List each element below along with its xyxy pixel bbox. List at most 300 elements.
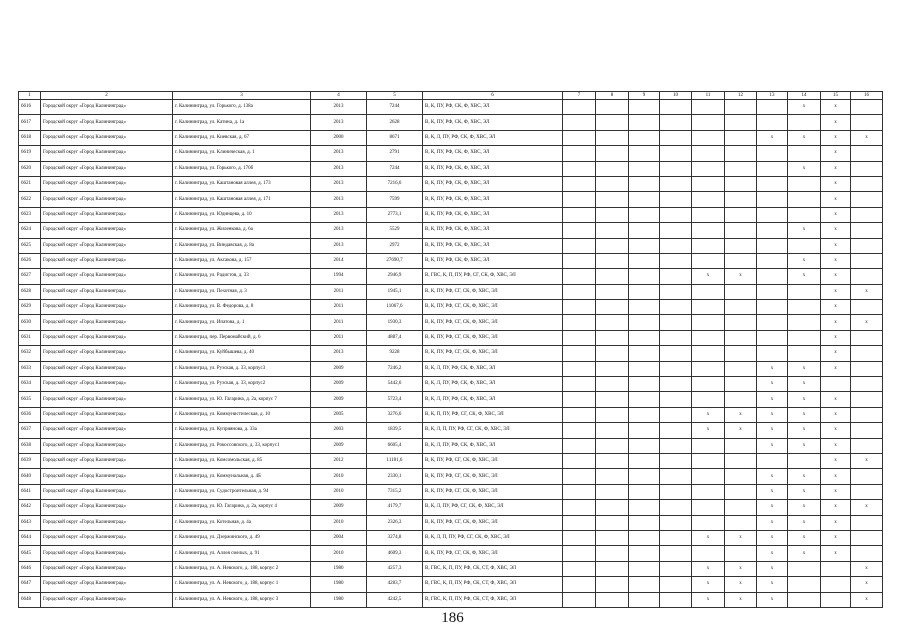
mark-cell-col-12: [725, 253, 757, 268]
column-number-cell: 6: [423, 92, 563, 100]
address-cell: г. Калининград, ул. Виндавская, д. 8а: [173, 238, 311, 253]
district-cell: Городской округ «Город Калининград»: [41, 207, 173, 222]
mark-cell-col-13: x: [757, 392, 788, 407]
mark-cell-col-11: [692, 330, 725, 345]
mark-cell-col-16: [851, 515, 883, 530]
mark-cell-col-13: x: [757, 438, 788, 453]
year-cell: 2012: [311, 453, 367, 468]
mark-cell-col-15: x: [821, 223, 851, 238]
address-cell: г. Калининград, ул. Ю. Гагарина, д. 2а, корпус 4: [173, 500, 311, 515]
mark-cell-col-10: [660, 561, 692, 576]
table-row: [19, 484, 883, 499]
mark-cell-col-16: [851, 484, 883, 499]
row-number-cell: 6640: [19, 469, 41, 484]
mark-cell-col-7: [563, 115, 596, 130]
mark-cell-col-10: [660, 269, 692, 284]
mark-cell-col-7: [563, 330, 596, 345]
mark-cell-col-10: [660, 515, 692, 530]
mark-cell-col-10: [660, 161, 692, 176]
mark-cell-col-16: [851, 346, 883, 361]
address-cell: г. Калининград, ул. Дзержинского, д. 49: [173, 530, 311, 545]
mark-cell-col-15: [821, 592, 851, 607]
mark-cell-col-14: x: [788, 361, 821, 376]
address-cell: г. Калининград, ул. Рокоссовского, д. 33, корпус1: [173, 438, 311, 453]
mark-cell-col-12: [725, 546, 757, 561]
column-number-cell: 7: [563, 92, 596, 100]
mark-cell-col-10: [660, 500, 692, 515]
column-number-cell: 4: [311, 92, 367, 100]
mark-cell-col-16: [851, 176, 883, 191]
address-cell: г. Калининград, ул. Рузская, д. 33, корпус3: [173, 361, 311, 376]
services-cell: В, К, Л, ПУ, РФ, СК, Ф, ХВС, ЭЛ: [423, 361, 563, 376]
area-cell: 2326,3: [367, 515, 423, 530]
mark-cell-col-12: [725, 100, 757, 115]
mark-cell-col-12: [725, 238, 757, 253]
mark-cell-col-8: [596, 392, 629, 407]
mark-cell-col-12: [725, 392, 757, 407]
table-row: [19, 592, 883, 607]
mark-cell-col-7: [563, 377, 596, 392]
mark-cell-col-11: [692, 223, 725, 238]
mark-cell-col-16: [851, 469, 883, 484]
mark-cell-col-15: x: [821, 207, 851, 222]
district-cell: Городской округ «Город Калининград»: [41, 161, 173, 176]
column-number-cell: 16: [851, 92, 883, 100]
district-cell: Городской округ «Город Калининград»: [41, 192, 173, 207]
mark-cell-col-14: x: [788, 515, 821, 530]
mark-cell-col-12: [725, 515, 757, 530]
mark-cell-col-13: x: [757, 500, 788, 515]
services-cell: В, К, ПУ, РФ, СГ, СК, Ф, ХВС, ЭЛ: [423, 484, 563, 499]
mark-cell-col-10: [660, 484, 692, 499]
district-cell: Городской округ «Город Калининград»: [41, 300, 173, 315]
area-cell: 6605,4: [367, 438, 423, 453]
mark-cell-col-9: [629, 223, 660, 238]
mark-cell-col-13: [757, 284, 788, 299]
mark-cell-col-15: x: [821, 530, 851, 545]
area-cell: 4887,4: [367, 330, 423, 345]
mark-cell-col-10: [660, 223, 692, 238]
mark-cell-col-16: [851, 330, 883, 345]
mark-cell-col-16: [851, 253, 883, 268]
row-number-cell: 6620: [19, 161, 41, 176]
address-cell: г. Калининград, ул. Ю. Гагарина, д. 2а, корпус 7: [173, 392, 311, 407]
mark-cell-col-14: x: [788, 530, 821, 545]
mark-cell-col-14: [788, 238, 821, 253]
mark-cell-col-10: [660, 146, 692, 161]
services-cell: В, К, ПУ, РФ, СГ, СК, Ф, ХВС, ЭЛ: [423, 300, 563, 315]
mark-cell-col-10: [660, 238, 692, 253]
mark-cell-col-13: [757, 253, 788, 268]
mark-cell-col-9: [629, 530, 660, 545]
mark-cell-col-7: [563, 361, 596, 376]
mark-cell-col-12: [725, 500, 757, 515]
mark-cell-col-13: [757, 269, 788, 284]
mark-cell-col-16: [851, 100, 883, 115]
mark-cell-col-13: [757, 115, 788, 130]
row-number-cell: 6632: [19, 346, 41, 361]
table-row: [19, 392, 883, 407]
mark-cell-col-13: [757, 176, 788, 191]
mark-cell-col-9: [629, 176, 660, 191]
mark-cell-col-13: [757, 315, 788, 330]
mark-cell-col-7: [563, 161, 596, 176]
mark-cell-col-7: [563, 300, 596, 315]
mark-cell-col-8: [596, 500, 629, 515]
mark-cell-col-7: [563, 315, 596, 330]
district-cell: Городской округ «Город Калининград»: [41, 453, 173, 468]
mark-cell-col-13: [757, 453, 788, 468]
table-row: [19, 115, 883, 130]
area-cell: 7246,2: [367, 361, 423, 376]
services-cell: В, К, ПУ, РФ, СК, Ф, ХВС, ЭЛ: [423, 146, 563, 161]
mark-cell-col-10: [660, 192, 692, 207]
mark-cell-col-16: [851, 115, 883, 130]
mark-cell-col-9: [629, 192, 660, 207]
mark-cell-col-15: [821, 577, 851, 592]
mark-cell-col-11: [692, 130, 725, 145]
mark-cell-col-12: [725, 377, 757, 392]
services-cell: В, К, Л, ПУ, РФ, СК, Ф, ХВС, ЭЛ: [423, 438, 563, 453]
column-number-cell: 11: [692, 92, 725, 100]
year-cell: 2013: [311, 238, 367, 253]
mark-cell-col-11: [692, 253, 725, 268]
mark-cell-col-10: [660, 377, 692, 392]
mark-cell-col-15: x: [821, 284, 851, 299]
mark-cell-col-8: [596, 361, 629, 376]
mark-cell-col-15: x: [821, 346, 851, 361]
mark-cell-col-8: [596, 146, 629, 161]
mark-cell-col-7: [563, 176, 596, 191]
services-cell: В, К, Л, ПУ, РФ, СГ, СК, Ф, ХВС, ЭЛ: [423, 500, 563, 515]
services-cell: В, К, ПУ, РФ, СГ, СК, Ф, ХВС, ЭЛ: [423, 515, 563, 530]
mark-cell-col-9: [629, 515, 660, 530]
column-number-cell: 13: [757, 92, 788, 100]
year-cell: 2013: [311, 100, 367, 115]
mark-cell-col-11: [692, 284, 725, 299]
district-cell: Городской округ «Город Калининград»: [41, 484, 173, 499]
row-number-cell: 6616: [19, 100, 41, 115]
mark-cell-col-16: [851, 223, 883, 238]
mark-cell-col-16: [851, 207, 883, 222]
address-cell: г. Калининград, ул. Радистов, д. 33: [173, 269, 311, 284]
mark-cell-col-15: x: [821, 515, 851, 530]
year-cell: 1994: [311, 269, 367, 284]
district-cell: Городской округ «Город Калининград»: [41, 238, 173, 253]
services-cell: В, К, Л, П, ПУ, РФ, СГ, СК, Ф, ХВС, ЭЛ: [423, 423, 563, 438]
mark-cell-col-11: x: [692, 577, 725, 592]
mark-cell-col-12: [725, 484, 757, 499]
row-number-cell: 6638: [19, 438, 41, 453]
year-cell: 2011: [311, 330, 367, 345]
year-cell: 2013: [311, 192, 367, 207]
year-cell: 2013: [311, 346, 367, 361]
area-cell: 8671: [367, 130, 423, 145]
address-cell: г. Калининград, ул. Ипатова, д. 1: [173, 315, 311, 330]
table-row: [19, 238, 883, 253]
year-cell: 2011: [311, 300, 367, 315]
row-number-cell: 6642: [19, 500, 41, 515]
district-cell: Городской округ «Город Калининград»: [41, 223, 173, 238]
mark-cell-col-12: [725, 176, 757, 191]
mark-cell-col-9: [629, 407, 660, 422]
mark-cell-col-13: [757, 223, 788, 238]
mark-cell-col-7: [563, 438, 596, 453]
mark-cell-col-8: [596, 377, 629, 392]
mark-cell-col-8: [596, 192, 629, 207]
table-row: [19, 207, 883, 222]
mark-cell-col-7: [563, 469, 596, 484]
mark-cell-col-14: x: [788, 161, 821, 176]
mark-cell-col-10: [660, 453, 692, 468]
mark-cell-col-8: [596, 223, 629, 238]
mark-cell-col-11: [692, 238, 725, 253]
address-cell: г. Калининград, ул. Куйбышева, д. 40: [173, 346, 311, 361]
area-cell: 1930,3: [367, 315, 423, 330]
mark-cell-col-8: [596, 346, 629, 361]
services-cell: В, К, ПУ, РФ, СГ, СК, Ф, ХВС, ЭЛ: [423, 346, 563, 361]
row-number-cell: 6634: [19, 377, 41, 392]
mark-cell-col-10: [660, 300, 692, 315]
services-cell: В, ГВС, К, П, ПУ, РФ, СГ, СК, Ф, ХВС, ЭЛ: [423, 269, 563, 284]
table-row: [19, 300, 883, 315]
mark-cell-col-14: x: [788, 484, 821, 499]
mark-cell-col-8: [596, 238, 629, 253]
mark-cell-col-7: [563, 561, 596, 576]
address-cell: г. Калининград, ул. Жиленкова, д. 6а: [173, 223, 311, 238]
mark-cell-col-10: [660, 176, 692, 191]
mark-cell-col-11: [692, 300, 725, 315]
area-cell: 7599: [367, 192, 423, 207]
services-cell: В, К, ПУ, РФ, СГ, СК, Ф, ХВС, ЭЛ: [423, 330, 563, 345]
mark-cell-col-15: x: [821, 176, 851, 191]
mark-cell-col-7: [563, 592, 596, 607]
mark-cell-col-12: [725, 315, 757, 330]
mark-cell-col-7: [563, 515, 596, 530]
mark-cell-col-9: [629, 361, 660, 376]
table-row: [19, 161, 883, 176]
column-number-cell: 14: [788, 92, 821, 100]
mark-cell-col-12: [725, 453, 757, 468]
mark-cell-col-10: [660, 530, 692, 545]
year-cell: 2009: [311, 438, 367, 453]
services-cell: В, К, Л, ПУ, РФ, СК, Ф, ХВС, ЭЛ: [423, 130, 563, 145]
mark-cell-col-13: [757, 238, 788, 253]
mark-cell-col-14: [788, 453, 821, 468]
mark-cell-col-16: [851, 361, 883, 376]
row-number-cell: 6644: [19, 530, 41, 545]
mark-cell-col-8: [596, 592, 629, 607]
table-row: [19, 377, 883, 392]
mark-cell-col-11: [692, 469, 725, 484]
district-cell: Городской округ «Город Калининград»: [41, 469, 173, 484]
mark-cell-col-8: [596, 100, 629, 115]
table-row: [19, 176, 883, 191]
mark-cell-col-10: [660, 130, 692, 145]
mark-cell-col-13: x: [757, 377, 788, 392]
mark-cell-col-13: x: [757, 407, 788, 422]
mark-cell-col-14: x: [788, 469, 821, 484]
mark-cell-col-10: [660, 330, 692, 345]
table-row: [19, 346, 883, 361]
mark-cell-col-15: x: [821, 238, 851, 253]
mark-cell-col-15: x: [821, 453, 851, 468]
year-cell: 2005: [311, 407, 367, 422]
mark-cell-col-13: [757, 300, 788, 315]
services-cell: В, К, ПУ, РФ, СГ, СК, Ф, ХВС, ЭЛ: [423, 315, 563, 330]
mark-cell-col-16: [851, 146, 883, 161]
area-cell: 7244: [367, 161, 423, 176]
mark-cell-col-7: [563, 453, 596, 468]
mark-cell-col-14: [788, 284, 821, 299]
services-cell: В, ГВС, К, П, ПУ, РФ, СК, СТ, Ф, ХВС, ЭЛ: [423, 592, 563, 607]
table-row: [19, 315, 883, 330]
area-cell: 5442,6: [367, 377, 423, 392]
row-number-cell: 6622: [19, 192, 41, 207]
mark-cell-col-13: [757, 192, 788, 207]
mark-cell-col-9: [629, 423, 660, 438]
mark-cell-col-15: x: [821, 100, 851, 115]
mark-cell-col-8: [596, 484, 629, 499]
address-cell: г. Калининград, ул. Аллея смелых, д. 91: [173, 546, 311, 561]
page-number: 186: [441, 610, 464, 626]
mark-cell-col-15: x: [821, 161, 851, 176]
mark-cell-col-7: [563, 130, 596, 145]
mark-cell-col-11: [692, 453, 725, 468]
mark-cell-col-11: [692, 515, 725, 530]
address-cell: г. Калининград, ул. Котельная, д. 4а: [173, 515, 311, 530]
year-cell: 1980: [311, 561, 367, 576]
mark-cell-col-14: [788, 300, 821, 315]
mark-cell-col-13: x: [757, 361, 788, 376]
mark-cell-col-15: x: [821, 423, 851, 438]
row-number-cell: 6637: [19, 423, 41, 438]
mark-cell-col-10: [660, 392, 692, 407]
mark-cell-col-14: x: [788, 500, 821, 515]
mark-cell-col-8: [596, 453, 629, 468]
mark-cell-col-14: [788, 146, 821, 161]
mark-cell-col-8: [596, 561, 629, 576]
mark-cell-col-16: [851, 300, 883, 315]
table-row: [19, 438, 883, 453]
mark-cell-col-12: [725, 284, 757, 299]
address-cell: г. Калининград, ул. В. Федорова, д. 8: [173, 300, 311, 315]
column-number-cell: 12: [725, 92, 757, 100]
table-row: [19, 469, 883, 484]
mark-cell-col-11: x: [692, 530, 725, 545]
area-cell: 4242,5: [367, 592, 423, 607]
mark-cell-col-9: [629, 546, 660, 561]
district-cell: Городской округ «Город Калининград»: [41, 176, 173, 191]
mark-cell-col-7: [563, 253, 596, 268]
mark-cell-col-15: x: [821, 253, 851, 268]
mark-cell-col-14: x: [788, 546, 821, 561]
mark-cell-col-10: [660, 438, 692, 453]
mark-cell-col-9: [629, 330, 660, 345]
mark-cell-col-16: x: [851, 284, 883, 299]
services-cell: В, К, П, ПУ, РФ, СГ, СК, Ф, ХВС, ЭЛ: [423, 407, 563, 422]
mark-cell-col-9: [629, 438, 660, 453]
mark-cell-col-14: [788, 346, 821, 361]
mark-cell-col-16: x: [851, 592, 883, 607]
area-cell: 4257,3: [367, 561, 423, 576]
area-cell: 9228: [367, 346, 423, 361]
address-cell: г. Калининград, ул. Комсомольская, д. 85: [173, 453, 311, 468]
mark-cell-col-7: [563, 546, 596, 561]
mark-cell-col-7: [563, 530, 596, 545]
mark-cell-col-9: [629, 269, 660, 284]
district-cell: Городской округ «Город Калининград»: [41, 100, 173, 115]
table-row: [19, 361, 883, 376]
mark-cell-col-11: x: [692, 269, 725, 284]
mark-cell-col-14: x: [788, 438, 821, 453]
mark-cell-col-15: x: [821, 500, 851, 515]
mark-cell-col-16: [851, 546, 883, 561]
row-number-cell: 6628: [19, 284, 41, 299]
mark-cell-col-10: [660, 100, 692, 115]
mark-cell-col-7: [563, 238, 596, 253]
mark-cell-col-10: [660, 546, 692, 561]
mark-cell-col-12: x: [725, 592, 757, 607]
mark-cell-col-9: [629, 146, 660, 161]
mark-cell-col-9: [629, 484, 660, 499]
mark-cell-col-7: [563, 192, 596, 207]
register-sheet: [18, 91, 869, 608]
table-row: [19, 330, 883, 345]
mark-cell-col-10: [660, 592, 692, 607]
address-cell: г. Калининград, ул. Горького, д. 138а: [173, 100, 311, 115]
mark-cell-col-7: [563, 207, 596, 222]
mark-cell-col-8: [596, 130, 629, 145]
table-row: [19, 423, 883, 438]
address-cell: г. Калининград, ул. Коммунальная, д. 4Б: [173, 469, 311, 484]
mark-cell-col-13: x: [757, 592, 788, 607]
mark-cell-col-10: [660, 207, 692, 222]
mark-cell-col-9: [629, 115, 660, 130]
mark-cell-col-9: [629, 561, 660, 576]
row-number-cell: 6643: [19, 515, 41, 530]
address-cell: г. Калининград, ул. Каштановая аллея, д. 173: [173, 176, 311, 191]
district-cell: Городской округ «Город Калининград»: [41, 530, 173, 545]
year-cell: 1980: [311, 577, 367, 592]
area-cell: 27690,7: [367, 253, 423, 268]
mark-cell-col-13: x: [757, 469, 788, 484]
area-cell: 2330,1: [367, 469, 423, 484]
year-cell: 2009: [311, 500, 367, 515]
area-cell: 4179,7: [367, 500, 423, 515]
area-cell: 7216,6: [367, 176, 423, 191]
mark-cell-col-10: [660, 253, 692, 268]
mark-cell-col-15: x: [821, 469, 851, 484]
address-cell: г. Калининград, ул. Клиническая, д. 1: [173, 146, 311, 161]
mark-cell-col-16: x: [851, 561, 883, 576]
district-cell: Городской округ «Город Калининград»: [41, 392, 173, 407]
mark-cell-col-7: [563, 284, 596, 299]
mark-cell-col-11: [692, 161, 725, 176]
district-cell: Городской округ «Город Калининград»: [41, 269, 173, 284]
row-number-cell: 6618: [19, 130, 41, 145]
mark-cell-col-14: [788, 115, 821, 130]
mark-cell-col-12: x: [725, 407, 757, 422]
mark-cell-col-10: [660, 284, 692, 299]
mark-cell-col-14: x: [788, 392, 821, 407]
mark-cell-col-11: [692, 392, 725, 407]
mark-cell-col-8: [596, 176, 629, 191]
mark-cell-col-13: x: [757, 484, 788, 499]
mark-cell-col-15: [821, 377, 851, 392]
mark-cell-col-8: [596, 423, 629, 438]
area-cell: 7244: [367, 100, 423, 115]
